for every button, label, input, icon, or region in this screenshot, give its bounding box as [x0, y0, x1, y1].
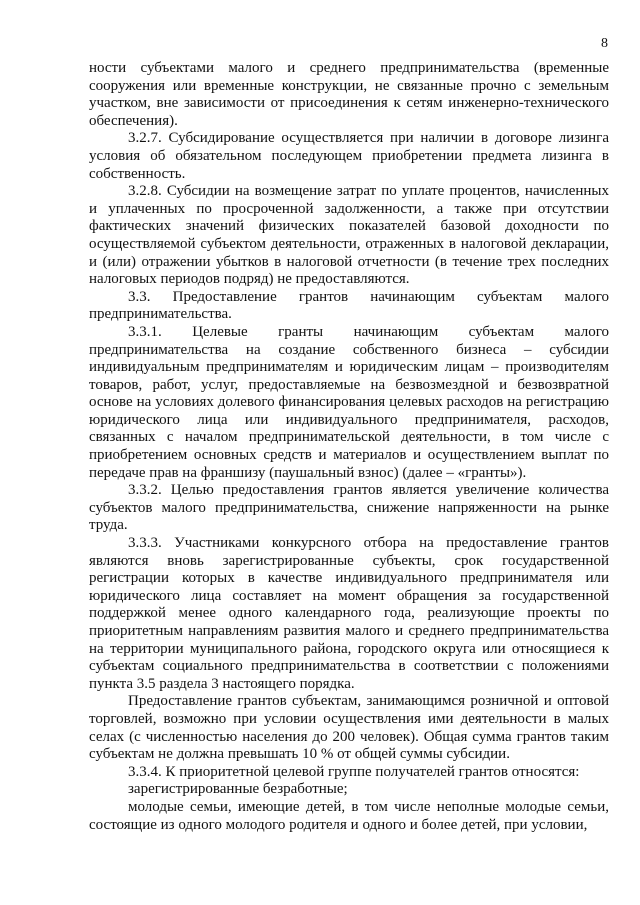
paragraph: 3.3.3. Участниками конкурсного отбора на предоставление грантов являются вновь зарегистрированные субъекты, срок государственной регистрации которых в качестве индивидуального предпринимателя или юридического лица составляет на момент обращения за государственной поддержкой менее одного календарного года, реализующие проекты по приоритетным направлениям развития малого и среднего предпринимательства на территории муниципального района, городского округа или относящиеся к субъектам социального предпринимательства в соответствии с положениями пункта 3.5 раздела 3 настоящего порядка. — [89, 535, 609, 692]
paragraph: 3.3.1. Целевые гранты начинающим субъектам малого предпринимательства на создание собственного бизнеса – субсидии индивидуальным предпринимателям и юридическим лицам – производителям товаров, работ, услуг, предоставляемые на безвозмездной и безвозвратной основе на условиях долевого финансирования целевых расходов на регистрацию юридического лица или индивидуального предпринимателя, расходов, связанных с началом предпринимательской деятельности, в том числе с приобретением основных средств и материалов и осуществлением выплат по передаче прав на франшизу (паушальный взнос) (далее – «гранты»). — [89, 323, 609, 481]
paragraph: 3.3. Предоставление грантов начинающим субъектам малого предпринимательства. — [89, 288, 609, 323]
paragraph: 3.3.4. К приоритетной целевой группе получателей грантов относятся: — [128, 763, 580, 780]
paragraph: 3.2.7. Субсидирование осуществляется при наличии в договоре лизинга условия об обязательном последующем приобретении предмета лизинга в собственность. — [89, 130, 609, 182]
paragraph: зарегистрированные безработные; — [128, 781, 348, 798]
page-number: 8 — [601, 36, 608, 51]
paragraph: 3.3.2. Целью предоставления грантов является увеличение количества субъектов малого предпринимательства, снижение напряженности на рынке труда. — [89, 482, 609, 534]
paragraph: ности субъектами малого и среднего предпринимательства (временные сооружения или временные конструкции, не связанные прочно с земельным участком, вне зависимости от присоединения к сетям инженерно-технического обеспечения). — [89, 60, 609, 129]
document-body — [89, 60, 609, 834]
paragraph: Предоставление грантов субъектам, занимающимся розничной и оптовой торговлей, возможно при условии осуществления ими деятельности в малых селах (с численностью населения до 200 человек). Общая сумма грантов таким субъектам не должна превышать 10 % от общей суммы субсидии. — [89, 693, 609, 763]
paragraph: молодые семьи, имеющие детей, в том числе неполные молодые семьи, состоящие из одного молодого родителя и одного и более детей, при условии, — [89, 798, 609, 833]
paragraph: 3.2.8. Субсидии на возмещение затрат по уплате процентов, начисленных и уплаченных по просроченной задолженности, а также при отсутствии фактических значений физических показателей базовой доходности по осуществляемой субъектом деятельности, отраженных в налоговой декларации, и (или) отражении убытков в налоговой отчетности (в течение трех последних налоговых периодов подряд) не предоставляются. — [89, 183, 609, 288]
